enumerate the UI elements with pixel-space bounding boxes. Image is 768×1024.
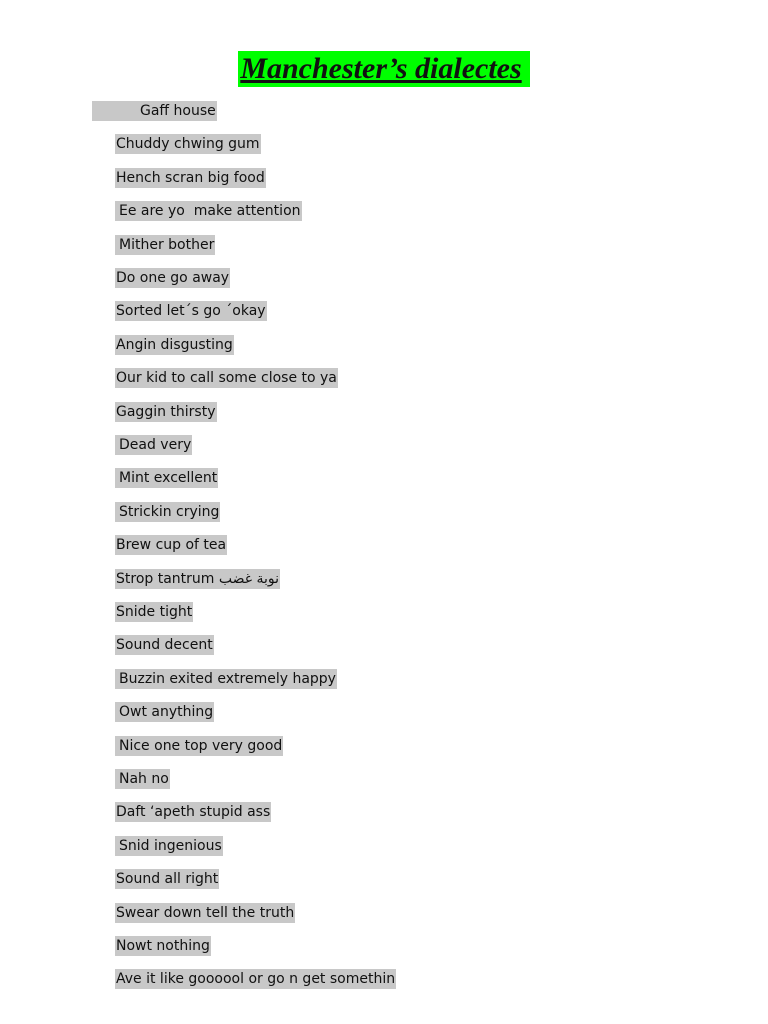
list-item: Our kid to call some close to ya: [116, 370, 337, 386]
list-item: Gaff house: [92, 101, 217, 121]
list-item: Angin disgusting: [116, 337, 233, 353]
list-item: Nowt nothing: [116, 938, 210, 954]
list-item: Sound all right: [116, 871, 219, 887]
list-item: Swear down tell the truth: [116, 905, 295, 921]
list-item: Mither bother: [115, 235, 215, 255]
list-item: Strop tantrum نوبة غضب: [116, 571, 280, 587]
page-title: [0, 48, 768, 87]
list-item: Sound decent: [116, 637, 213, 653]
list-item: Sorted let´s go ´okay: [116, 303, 266, 319]
list-item: Snid ingenious: [115, 836, 223, 856]
list-item: Strickin crying: [115, 502, 220, 522]
list-item: Daft ‘apeth stupid ass: [116, 804, 271, 820]
list-item: Chuddy chwing gum: [116, 136, 260, 152]
list-item: Snide tight: [116, 604, 193, 620]
list-item: Nah no: [115, 769, 170, 789]
list-item: Gaggin thirsty: [116, 404, 216, 420]
list-item: Do one go away: [116, 270, 230, 286]
list-item: Brew cup of tea: [116, 537, 227, 553]
list-item: Ee are yo make attention: [115, 201, 302, 221]
list-item: Dead very: [115, 435, 192, 455]
title-text: Manchester’s dialectes: [238, 51, 529, 87]
list-item: Hench scran big food: [116, 170, 265, 186]
list-item: Ave it like goooool or go n get somethin: [116, 971, 396, 987]
list-item: Mint excellent: [115, 468, 218, 488]
list-item: Buzzin exited extremely happy: [115, 669, 337, 689]
list-item: Nice one top very good: [115, 736, 283, 756]
list-item: Owt anything: [115, 702, 214, 722]
